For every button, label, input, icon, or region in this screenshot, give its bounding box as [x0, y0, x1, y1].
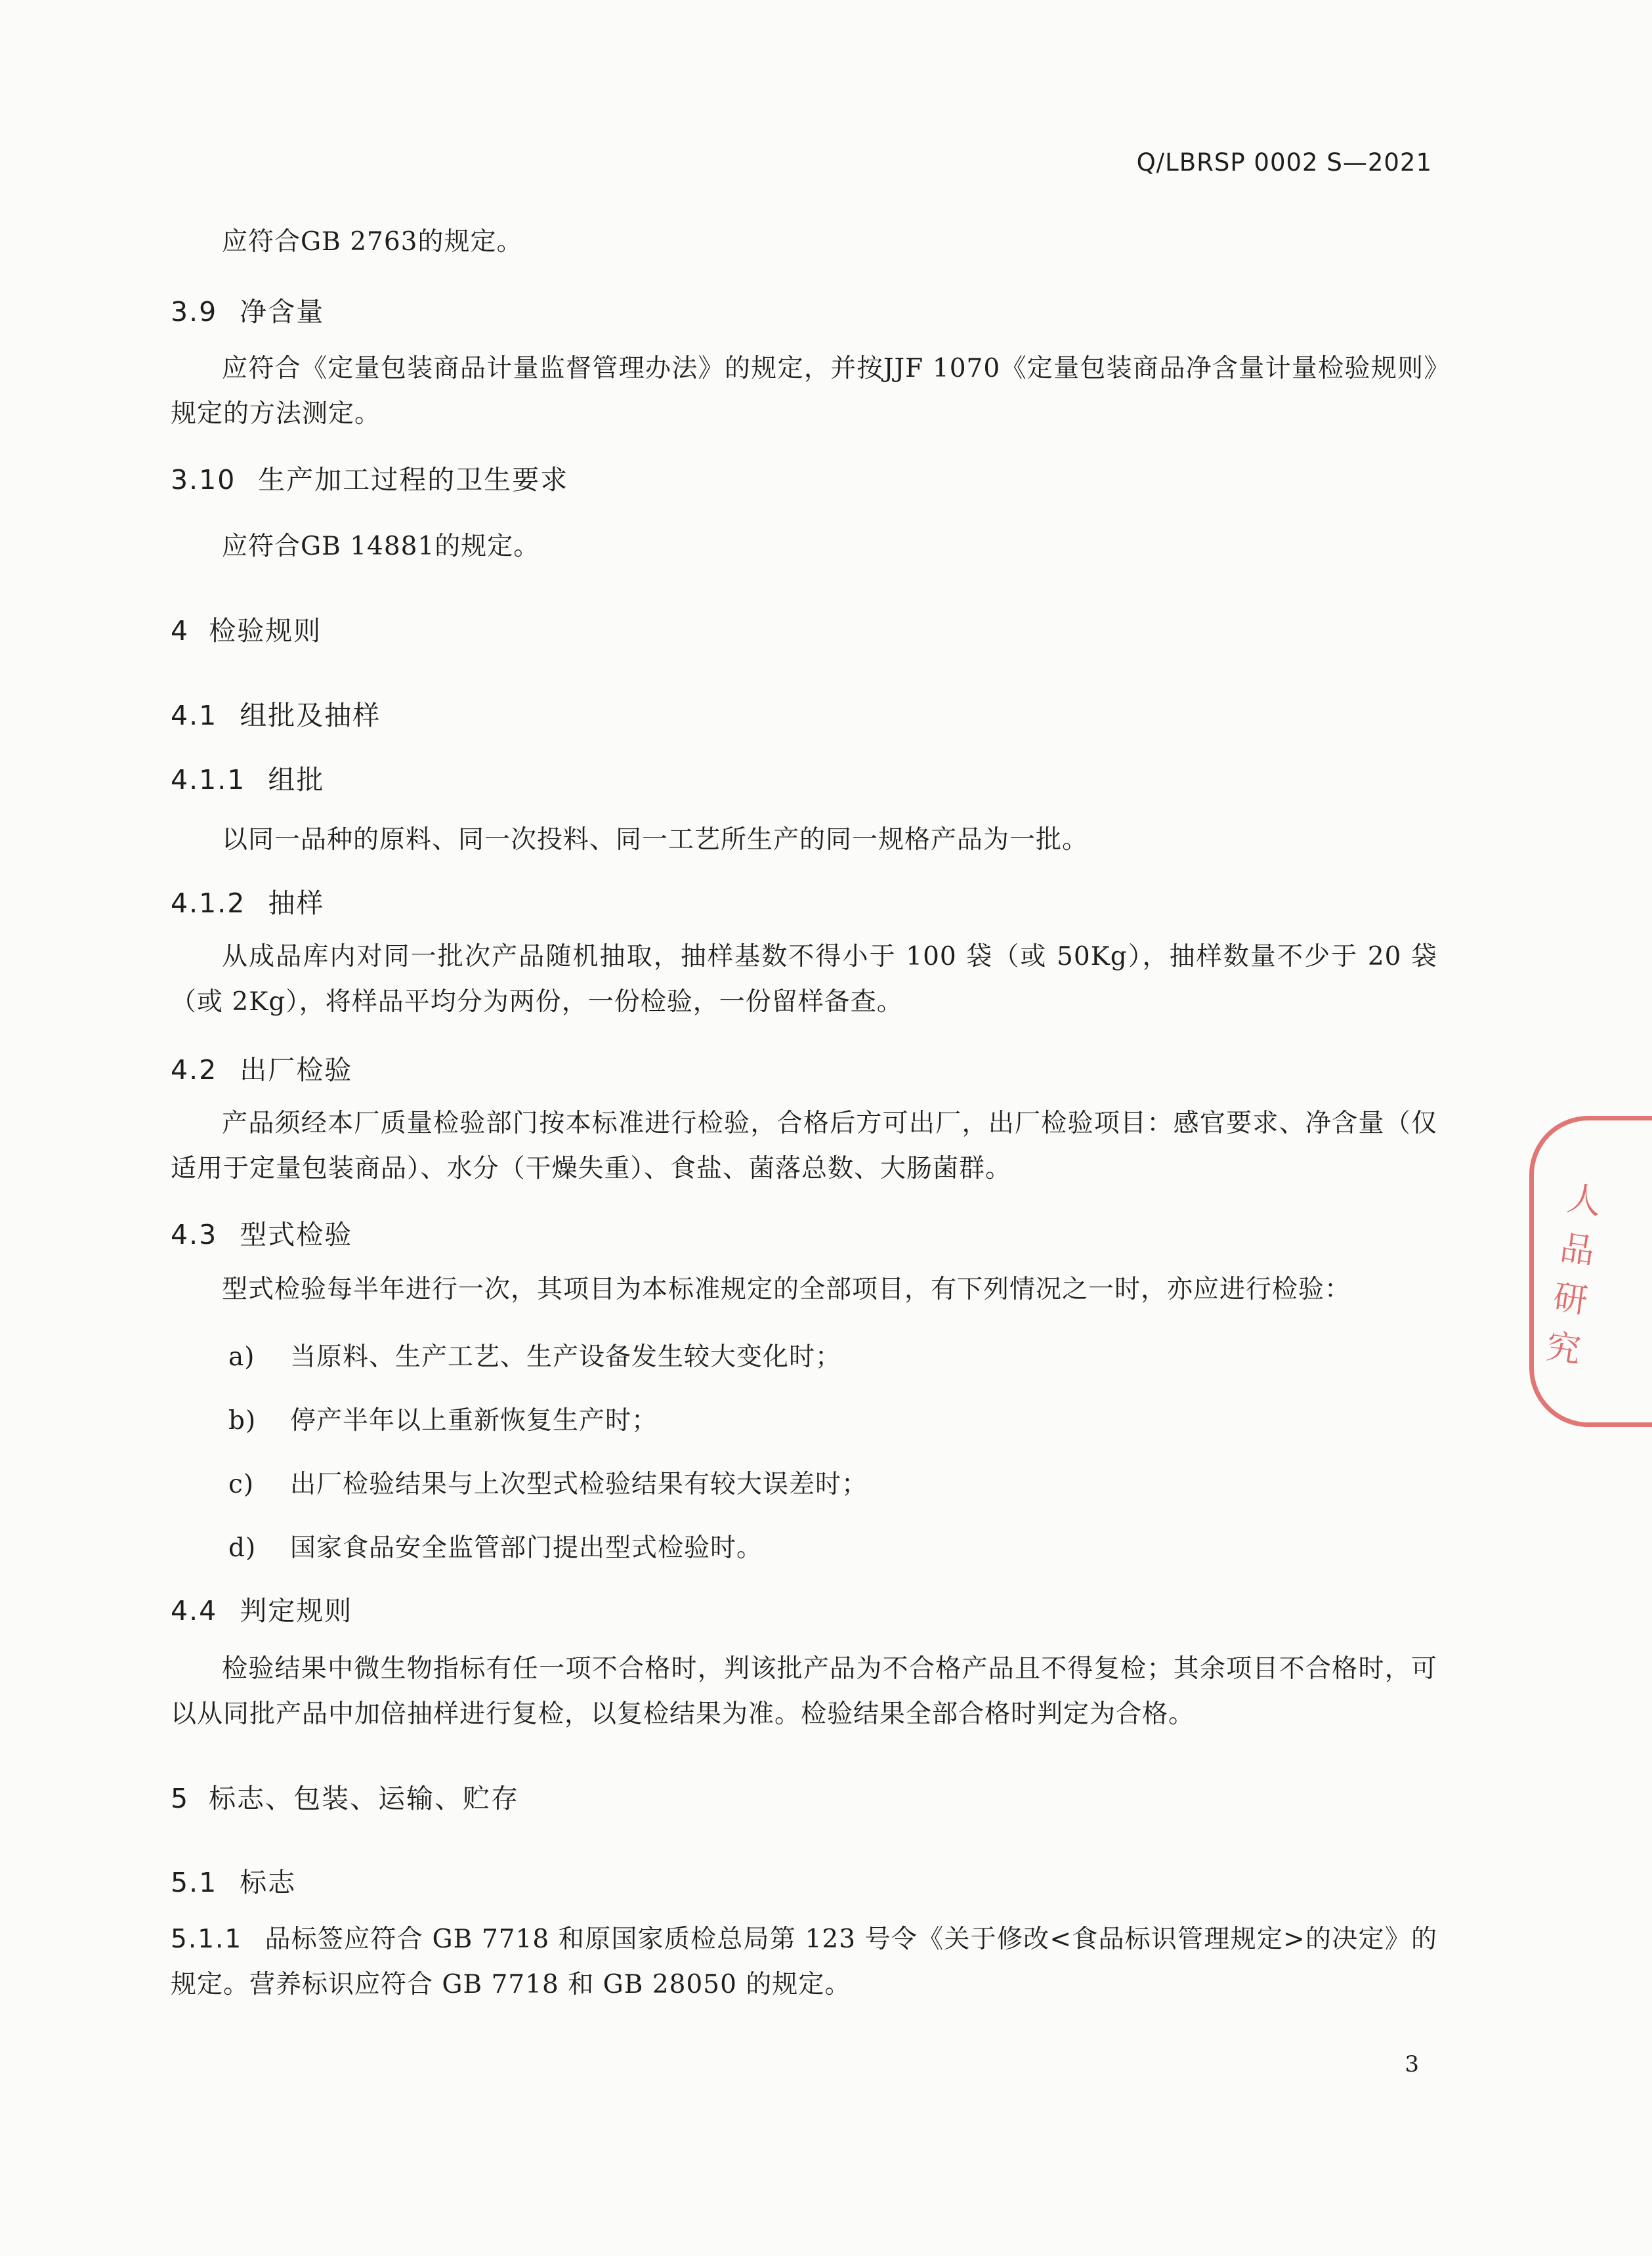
section-3-10-heading [171, 460, 1437, 500]
section-number: 3.10 [171, 464, 236, 496]
section-number: 5 [171, 1783, 190, 1814]
section-4-heading [171, 611, 1437, 650]
section-title: 标志、包装、运输、贮存 [209, 1783, 520, 1814]
list-marker: d) [228, 1533, 257, 1563]
section-4-3-heading [171, 1215, 1437, 1254]
section-number: 4.2 [171, 1054, 218, 1086]
paragraph-3-9: 应符合《定量包装商品计量监督管理办法》的规定，并按JJF 1070《定量包装商品净含量计量检验规则》规定的方法测定。 [171, 354, 1437, 429]
paragraph-4-2: 产品须经本厂质量检验部门按本标准进行检验，合格后方可出厂，出厂检验项目：感官要求、净含量（仅适用于定量包装商品）、水分（干燥失重）、食盐、菌落总数、大肠菌群。 [171, 1109, 1437, 1183]
section-number: 4.1.1 [171, 764, 246, 796]
section-title: 判定规则 [240, 1595, 353, 1627]
section-title: 净含量 [240, 296, 325, 328]
standard-code: Q/LBRSP 0002 S—2021 [1136, 148, 1432, 177]
section-title: 组批 [268, 764, 325, 796]
section-4-1-1-heading [171, 760, 1437, 799]
paragraph-text: 品标签应符合 GB 7718 和原国家质检总局第 123 号令《关于修改<食品标识管理规定>的决定》的规定。营养标识应符合 GB 7718 和 GB 28050 的规定。 [171, 1925, 1437, 1999]
section-number: 3.9 [171, 296, 218, 328]
page-number: 3 [1405, 2051, 1419, 2077]
section-title: 组批及抽样 [240, 700, 381, 731]
section-4-1-heading [171, 696, 1437, 735]
section-title: 生产加工过程的卫生要求 [258, 464, 569, 496]
section-4-2-heading [171, 1050, 1437, 1090]
section-4-4-heading [171, 1591, 1437, 1630]
section-title: 型式检验 [240, 1219, 353, 1250]
list-text: 停产半年以上重新恢复生产时； [290, 1406, 658, 1436]
section-title: 标志 [240, 1867, 297, 1898]
section-title: 出厂检验 [240, 1054, 353, 1086]
paragraph-4-4: 检验结果中微生物指标有任一项不合格时，判该批产品为不合格产品且不得复检；其余项目不合格时，可以从同批产品中加倍抽样进行复检，以复检结果为准。检验结果全部合格时判定为合格。 [171, 1654, 1437, 1729]
section-title: 检验规则 [209, 615, 322, 647]
paragraph-3-10: 应符合GB 14881的规定。 [222, 532, 540, 561]
section-number: 5.1.1 [171, 1925, 243, 1954]
list-marker: c) [228, 1470, 255, 1499]
list-marker: b) [228, 1406, 257, 1436]
section-4-1-2-heading [171, 883, 1437, 923]
paragraph-4-1-1: 以同一品种的原料、同一次投料、同一工艺所生产的同一规格产品为一批。 [222, 825, 1089, 855]
list-item [228, 1465, 868, 1504]
paragraph-4-3: 型式检验每半年进行一次，其项目为本标准规定的全部项目，有下列情况之一时，亦应进行检验： [222, 1275, 1351, 1304]
section-number: 5.1 [171, 1867, 218, 1898]
list-item [228, 1529, 763, 1568]
red-seal-stamp-text: 人品研究 [1544, 1178, 1604, 1371]
list-text: 当原料、生产工艺、生产设备发生较大变化时； [290, 1342, 842, 1372]
section-number: 4 [171, 615, 190, 647]
paragraph-5-1-1 [171, 1917, 1437, 2007]
paragraph-4-1-2: 从成品库内对同一批次产品随机抽取，抽样基数不得小于 100 袋（或 50Kg），抽样数量不少于 20 袋（或 2Kg），将样品平均分为两份，一份检验，一份留样备查。 [171, 942, 1437, 1017]
section-number: 4.1 [171, 700, 218, 731]
paragraph-gb2763: 应符合GB 2763的规定。 [222, 227, 523, 257]
section-number: 4.3 [171, 1219, 218, 1250]
list-item [228, 1338, 841, 1377]
section-number: 4.4 [171, 1595, 218, 1627]
section-title: 抽样 [268, 887, 325, 919]
list-item [228, 1401, 658, 1441]
section-number: 4.1.2 [171, 887, 246, 919]
list-marker: a) [228, 1342, 255, 1372]
list-text: 出厂检验结果与上次型式检验结果有较大误差时； [290, 1470, 868, 1499]
list-text: 国家食品安全监管部门提出型式检验时。 [290, 1533, 763, 1563]
section-3-9-heading [171, 292, 1437, 331]
section-5-1-heading [171, 1863, 1437, 1902]
section-5-heading [171, 1779, 1437, 1818]
